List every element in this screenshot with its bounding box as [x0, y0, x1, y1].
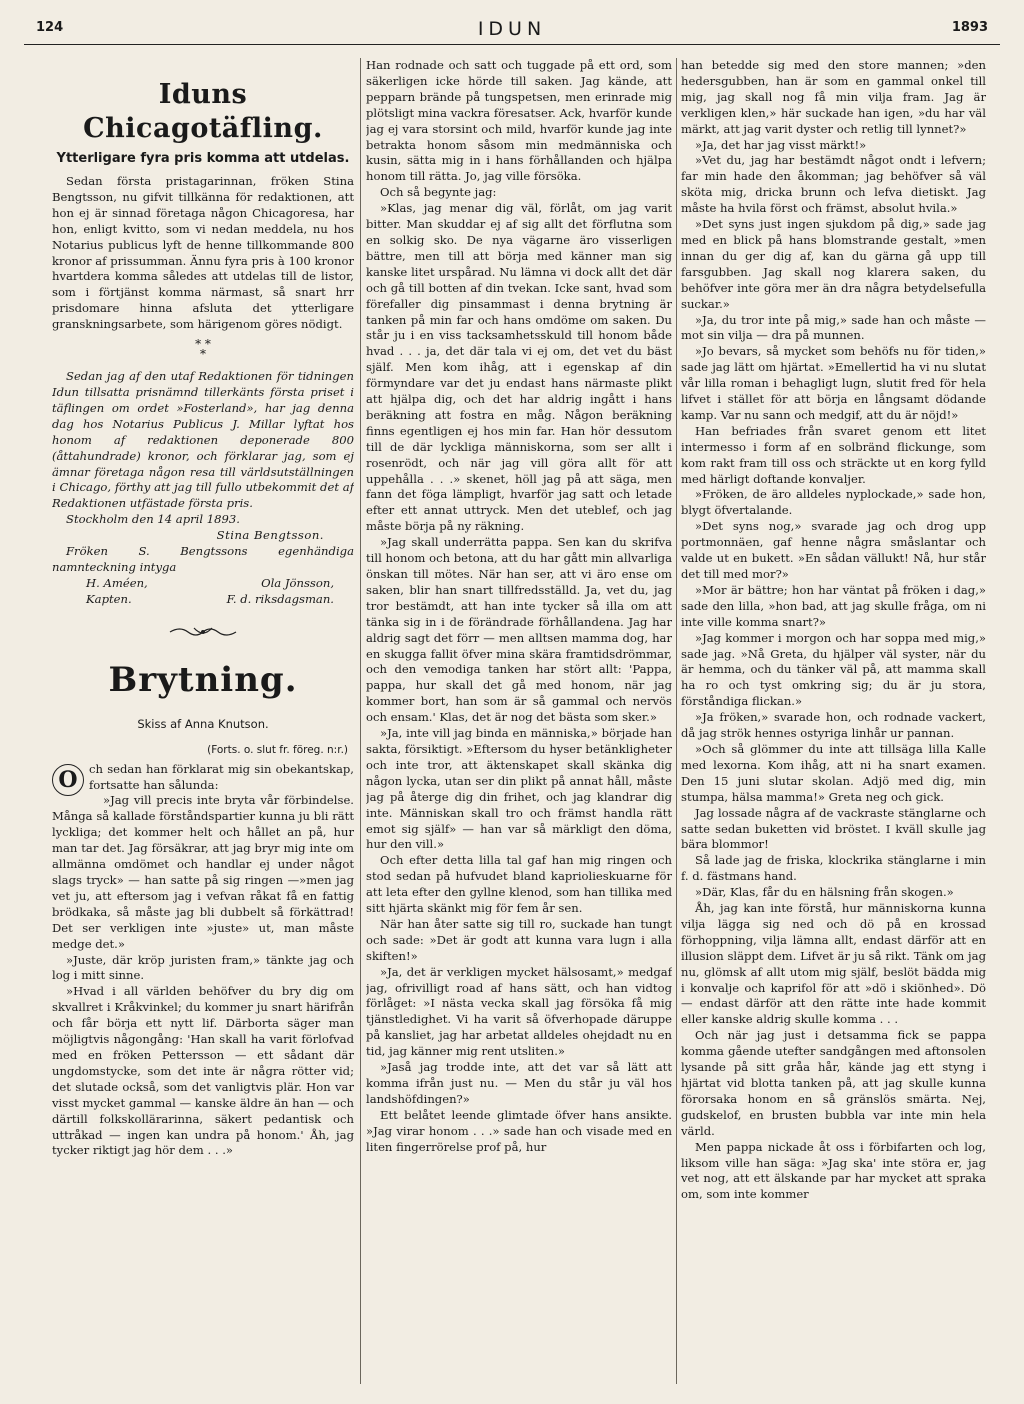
page-number: 124 [36, 20, 64, 35]
story-paragraph: »Och så glömmer du inte att tillsäga lilla Kalle med lexorna. Kom ihåg, att ni ha snart examen. Den 15 juni slutar skolan. Adjö med dig, min stumpa, hälsa mamma!» Greta neg och gick. [681, 741, 986, 804]
signature-name: Stina Bengtsson. [216, 528, 324, 543]
asterism: * * * [195, 337, 211, 362]
story-paragraph: »Mor är bättre; hon har väntat på fröken i dag,» sade den lilla, »hon bad, att jag skulle fråga, om ni inte ville komma snart?» [681, 582, 986, 629]
story-paragraph: »Juste, där kröp juristen fram,» tänkte jag och log i mitt sinne. [52, 952, 354, 983]
story-paragraph: »Det syns just ingen sjukdom på dig,» sade jag med en blick på hans blomstrande gestalt, »men innan du ger dig af, kan du gärna gå upp till farsgubben. Jag skall nog klarera saken, du behöfver inte göra mer än dra några betydelsefulla suckar.» [681, 217, 986, 311]
story-paragraph: »Jag vill precis inte bryta vår förbindelse. Många så kallade förståndspartier kunna ju bli rätt lyckliga; det kommer helt och hållet an på, hur man tar det. Jag försäkrar, att jag bryr mig inte om allmänna omdömet och handlar ej under något slags tryck» — han satte på sig ringen —»men jag vet ju, att eftersom jag i vefvan råkat få en fattig brödkaka, så måste jag bli dubbelt så förkättrad! Det ser verkligen inte »juste» ut, man måste medge det.» [52, 793, 354, 951]
story-paragraph: Men pappa nickade åt oss i förbifarten och log, liksom ville han säga: »Jag ska' inte störa er, jag vet nog, att ett älskande par har mycket att spraka om, som inte kommer [681, 1139, 986, 1202]
story-paragraph: Han befriades från svaret genom ett litet intermesso i form af en solbränd flickunge, som kom rakt fram till oss och sträckte ut en korg fylld med härligt doftande konvaljer. [681, 423, 986, 486]
story-paragraph: Jag lossade några af de vackraste stänglarne och satte sedan buketten vid bröstet. I kväll skulle jag bära blommor! [681, 805, 986, 852]
witness-1-name: H. Améen, [86, 575, 148, 590]
story-paragraph: »Jag kommer i morgon och har soppa med mig,» sade jag. »Nå Greta, du hjälper väl syster, när du är hemma, och du tänker väl på, att mamma skall ha ro och tyst omkring sig; du är ju stora, förståndiga flickan.» [681, 630, 986, 709]
witness-1-title: Kapten. [86, 591, 132, 606]
story-column-1 [52, 762, 354, 1160]
story-paragraph: När han åter satte sig till ro, suckade han tungt och sade: »Det är godt att kunna vara lugn i alla skiften!» [366, 916, 672, 963]
story-paragraph: »Jag skall underrätta pappa. Sen kan du skrifva till honom och betona, att du har gått min allvarliga önskan till mötes. När han ser, att vi äro ense om saken, blir han snart tillfredsställd. Ja, vet du, jag tror bestämdt, att han inte tycker så illa om att tänka sig in i de förändrade förhållandena. Jag har aldrig sagt det förr — men alltsen mamma dog, har en skugga fallit öfver mina skära framtidsdrömmar, och den vemodiga tanken har stört allt: 'Pappa, pappa, hur skall det gå med honom, när jag kommer bort, han som är så gammal och nervös och ensam.' Klas, det är nog det bästa som sker.» [366, 535, 672, 725]
story-paragraph: »Jaså jag trodde inte, att det var så lätt att komma ifrån just nu. — Men du står ju väl hos landshöfdingen?» [366, 1060, 672, 1106]
witness-2-title: F. d. riksdagsman. [226, 591, 334, 606]
article-body: Sedan första pristagarinnan, fröken Stina Bengtsson, nu gifvit tillkänna för redaktionen, att hon ej är sinnad företaga någon Chicagoresa, har hon, enligt kvitto, som vi nedan meddela, nu hos Notarius publicus lyft de henne tillkommande 800 kronor af prissumman. Ännu fyra pris à 100 kronor hvartdera komma således att utdelas till de listor, som i förtjänst komma närmast, så snart hrr prisdomare hinna afsluta det ytterligare granskningsarbete, som härigenom göres nödigt. [52, 174, 354, 332]
attestation: Fröken S. Bengtssons egenhändiga namnteckning intyga [52, 544, 354, 574]
story-paragraph: han betedde sig med den store mannen; »den hedersgubben, han är som en gammal onkel till mig, jag skall nog få min vilja fram. Jag är verkligen klen,» här suckade han igen, »du har väl märkt, att jag varit dyster och retlig till lynnet?» [681, 58, 986, 136]
story-paragraph: Och när jag just i detsamma fick se pappa komma gående utefter sandgången med aftonsolen lysande på sitt gråa hår, kände jag ett styng i hjärtat vid blotta tanken på, att jag skulle kunna förorsaka honom en så gränslös smärta. Nej, gudskelof, en brusten bubbla var inte min hela värld. [681, 1028, 986, 1138]
witness-names [52, 576, 354, 592]
story-paragraph: »Jo bevars, så mycket som behöfs nu för tiden,» sade jag lätt om hjärtat. »Emellertid ha vi nu slutat vår lilla roman i behagligt lugn, slutit fred för hela lifvet i stället för att börja en långsamt dödande kamp. Var nu sann och medgif, att du är nöjd!» [681, 344, 986, 422]
story-paragraph: »Klas, jag menar dig väl, förlåt, om jag varit bitter. Man skuddar ej af sig allt det förflutna som en solkig sko. De nya vägarne äro visserligen bättre, men till att börja med känner man sig kanske litet urspårad. Nu lämna vi dock allt det där och gå till botten af din tvekan. Icke sant, hvad som förefaller dig pinsammast i denna brytning är tanken på min far och hans omdöme om saken. Du står ju i en viss tacksamhetsskuld till honom både hvad . . . ja, det där tala vi ej om, det vet du bäst själf. Men kom ihåg, att i egenskap af din förmyndare var det ju endast hans närmaste plikt att hjälpa dig, och det har aldrig ingått i hans beräkning att fostra en måg. Någon beräkning finns egentligen ej hos min far. Han hör dessutom till de där lyckliga människorna, som ser allt i rosenrödt, och när jag vill göra allt för att uppehålla . . .» skenet, höll jag på att säga, men fann det föga lämpligt, hvarför jag satt och letade efter ett annat uttryck. Men det uteblef, och jag måste börja på ny räkning. [366, 201, 672, 534]
story-paragraph: »Hvad i all världen behöfver du bry dig om skvallret i Kråkvinkel; du kommer ju snart härifrån och får börja ett nytt lif. Därborta säger man möjligtvis någongång: 'Han skall ha varit förlofvad med en fröken Pettersson — ett sådant där ungdomstycke, som det inte är några rötter vid; det slutade också, som det vanligtvis plär. Hon var visst mycket gammal — kanske äldre än han — och därtill folkskollärarinna, säkert pedantisk och uttråkad — ingen kan undra på honom.' Åh, jag tycker riktigt jag hör dem . . .» [52, 984, 354, 1158]
story-paragraph: »Ja, det har jag visst märkt!» [695, 137, 867, 152]
story-title-brytning: Brytning. [108, 659, 298, 700]
drop-cap: O [52, 764, 84, 796]
story-paragraph: Och efter detta lilla tal gaf han mig ringen och stod sedan på hufvudet bland kapriolieskuarne för att leta efter den gyllne klenod, som han tillika med sitt hjärta skänkt mig för fem år sen. [366, 853, 672, 916]
story-paragraph: Han rodnade och satt och tuggade på ett ord, som säkerligen icke hörde till saken. Jag kände, att pepparn brände på tungspetsen, men erinrade mig plötsligt mina vackra föresatser. Ack, hvarför kunde jag ej vara storsint och mild, hvarför kunde jag inte betrakta honom såsom min medmänniska och kusin, sätta mig in i hans förhållanden och hjälpa honom till rätta. Jo, jag ville försöka. [366, 58, 672, 184]
issue-year: 1893 [951, 20, 988, 35]
column-rule-2 [676, 58, 677, 1384]
story-author: Skiss af Anna Knutson. [137, 716, 269, 731]
story-paragraph: »Det syns nog,» svarade jag och drog upp portmonnäen, gaf henne några småslantar och valde ut en bukett. »En sådan vällukt! Nå, hur står det till med mor?» [681, 519, 986, 581]
article-title-chicagotafling: Iduns Chicagotäfling. [83, 79, 323, 144]
column-rule-1 [360, 58, 361, 1384]
story-paragraph: »Ja, inte vill jag binda en människa,» började han sakta, försiktigt. »Eftersom du hyser betänkligheter och inte tror, att äktenskapet skall skänka dig någon lycka, utan ser din plikt på annat håll, måste jag på återge dig din frihet, och jag klandrar dig inte. Människan skall tro och främst handla rätt emot sig själf» — han var så märkligt den döma, hur den vill.» [366, 726, 672, 852]
story-paragraph: »Vet du, jag har bestämdt något ondt i lefvern; far min hade den åkomman; jag behöfver så väl sköta mig, dricka brunn och lefva dietiskt. Jag måste ha hvila först och främst, absolut hvila.» [681, 153, 986, 216]
story-paragraph: »Ja, du tror inte på mig,» sade han och måste — mot sin vilja — dra på munnen. [681, 312, 986, 343]
continued-note: (Forts. o. slut fr. föreg. n:r.) [207, 743, 348, 756]
receipt-text: Sedan jag af den utaf Redaktionen för tidningen Idun tillsatta prisnämnd tillerkänts första priset i täflingen om ordet »Fosterland», har jag denna dag hos Notarius Publicus J. Millar lyftat hos honom af redaktionen deponerade 800 (åttahundrade) kronor, och förklarar jag, som ej ämnar företaga någon resa till världsutställningen i Chicago, förthy att jag till fullo utbekommit det af Redaktionen utfästade första pris. [52, 369, 354, 511]
story-paragraph: »Ja, det är verkligen mycket hälsosamt,» medgaf jag, ofrivilligt road af hans sätt, och han vidtog förlåget: »I nästa vecka skall jag försöka få mig tjänstledighet. Vi ha varit så öfverhopade däruppe på kansliet, jag har arbetat alldeles ohejdadt nu en tid, jag känner mig rent utsliten.» [366, 964, 672, 1059]
ornament-divider-icon [168, 624, 238, 640]
story-paragraph: Och så begynte jag: [380, 185, 497, 200]
witness-titles [52, 592, 354, 608]
column-2 [366, 58, 672, 1384]
running-head [24, 18, 1000, 45]
story-paragraph: Åh, jag kan inte förstå, hur människorna kunna vilja lägga sig ned och dö på en krossad förhoppning, vilja lämna allt, endast därför att en illusion släppt dem. Lifvet är ju så rikt. Tänk om jag nu, glömsk af allt utom mig själf, beslöt bädda mig i konvalje och kaprifol för att »dö i skiönhed». Dö — endast därför att den rätte inte hade kommit eller kanske aldrig skulle komma . . . [681, 901, 986, 1027]
place-date: Stockholm den 14 april 1893. [66, 512, 240, 527]
receipt-quote [52, 369, 354, 528]
story-paragraph: »Fröken, de äro alldeles nyplockade,» sade hon, blygt öfvertalande. [681, 487, 986, 518]
masthead: IDUN [477, 18, 547, 40]
column-3 [681, 58, 986, 1384]
story-paragraph: Så lade jag de friska, klockrika stänglarne i min f. d. fästmans hand. [681, 853, 986, 884]
column-1 [52, 58, 354, 1384]
story-paragraph: Ett belåtet leende glimtade öfver hans ansikte. »Jag virar honom . . .» sade han och visade med en liten fingerrörelse prof på, hur [366, 1107, 672, 1154]
witness-2-name: Ola Jönsson, [261, 575, 334, 590]
story-paragraph: ch sedan han förklarat mig sin obekantskap, fortsatte han sålunda: [89, 761, 354, 792]
article-subtitle: Ytterligare fyra pris komma att utdelas. [56, 151, 350, 166]
story-paragraph: »Ja fröken,» svarade hon, och rodnade vackert, då jag strök hennes ostyriga linhår ur pannan. [681, 710, 986, 741]
story-paragraph: »Där, Klas, får du en hälsning från skogen.» [695, 885, 954, 900]
